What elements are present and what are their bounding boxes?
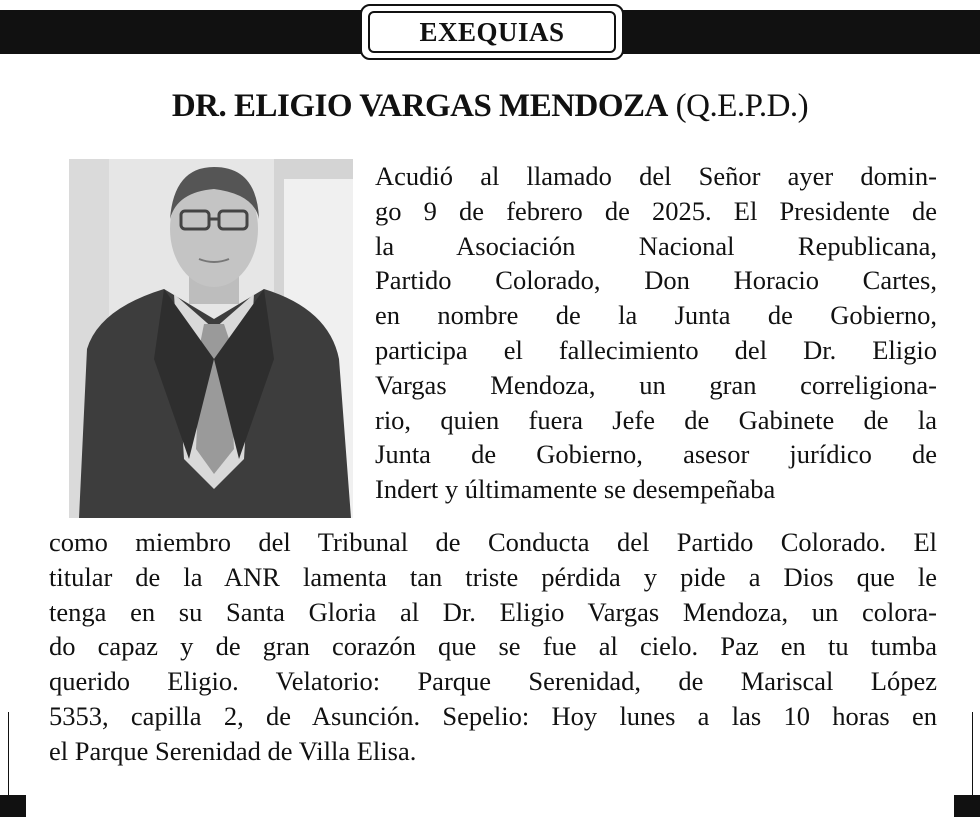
column-line: la Asociación Nacional Republicana, xyxy=(375,230,937,261)
body-line: el Parque Serenidad de Villa Elisa. xyxy=(49,735,417,766)
body-line: como miembro del Tribunal de Conducta del Partido Colorado. El xyxy=(49,527,937,557)
column-line: Junta de Gobierno, asesor jurídico de xyxy=(375,439,937,470)
column-line: participa el fallecimiento del Dr. Eligio xyxy=(375,334,937,365)
column-line: go 9 de febrero de 2025. El Presidente de xyxy=(375,195,937,226)
obituary-title xyxy=(0,88,980,125)
column-line: Vargas Mendoza, un gran correligiona- xyxy=(375,369,937,400)
column-line: Indert y últimamente se desempeñaba xyxy=(375,474,776,505)
right-corner-mark xyxy=(954,795,980,817)
deceased-name: DR. ELIGIO VARGAS MENDOZA xyxy=(171,88,668,124)
section-label: EXEQUIAS xyxy=(368,11,616,53)
section-banner xyxy=(360,4,624,60)
right-border-line xyxy=(972,712,973,802)
column-line: rio, quien fuera Jefe de Gabinete de la xyxy=(375,404,937,435)
left-border-line xyxy=(8,712,9,802)
body-line: 5353, capilla 2, de Asunción. Sepelio: Hoy lunes a las 10 horas en xyxy=(49,700,937,731)
body-line: do capaz y de gran corazón que se fue al cielo. Paz en tu tumba xyxy=(49,631,937,662)
column-line: en nombre de la Junta de Gobierno, xyxy=(375,300,937,331)
text-full-width xyxy=(49,525,937,769)
body-line: titular de la ANR lamenta tan triste pérdida y pide a Dios que le xyxy=(49,561,937,592)
text-column xyxy=(375,159,937,507)
column-line: Acudió al llamado del Señor ayer domin- xyxy=(375,161,937,191)
portrait-photo-icon xyxy=(69,159,353,518)
portrait-photo xyxy=(69,159,353,518)
left-corner-mark xyxy=(0,795,26,817)
qepd-suffix: (Q.E.P.D.) xyxy=(675,88,809,124)
body-line: querido Eligio. Velatorio: Parque Serenidad, de Mariscal López xyxy=(49,666,937,697)
column-line: Partido Colorado, Don Horacio Cartes, xyxy=(375,265,937,296)
body-line: tenga en su Santa Gloria al Dr. Eligio Vargas Mendoza, un colora- xyxy=(49,596,937,627)
